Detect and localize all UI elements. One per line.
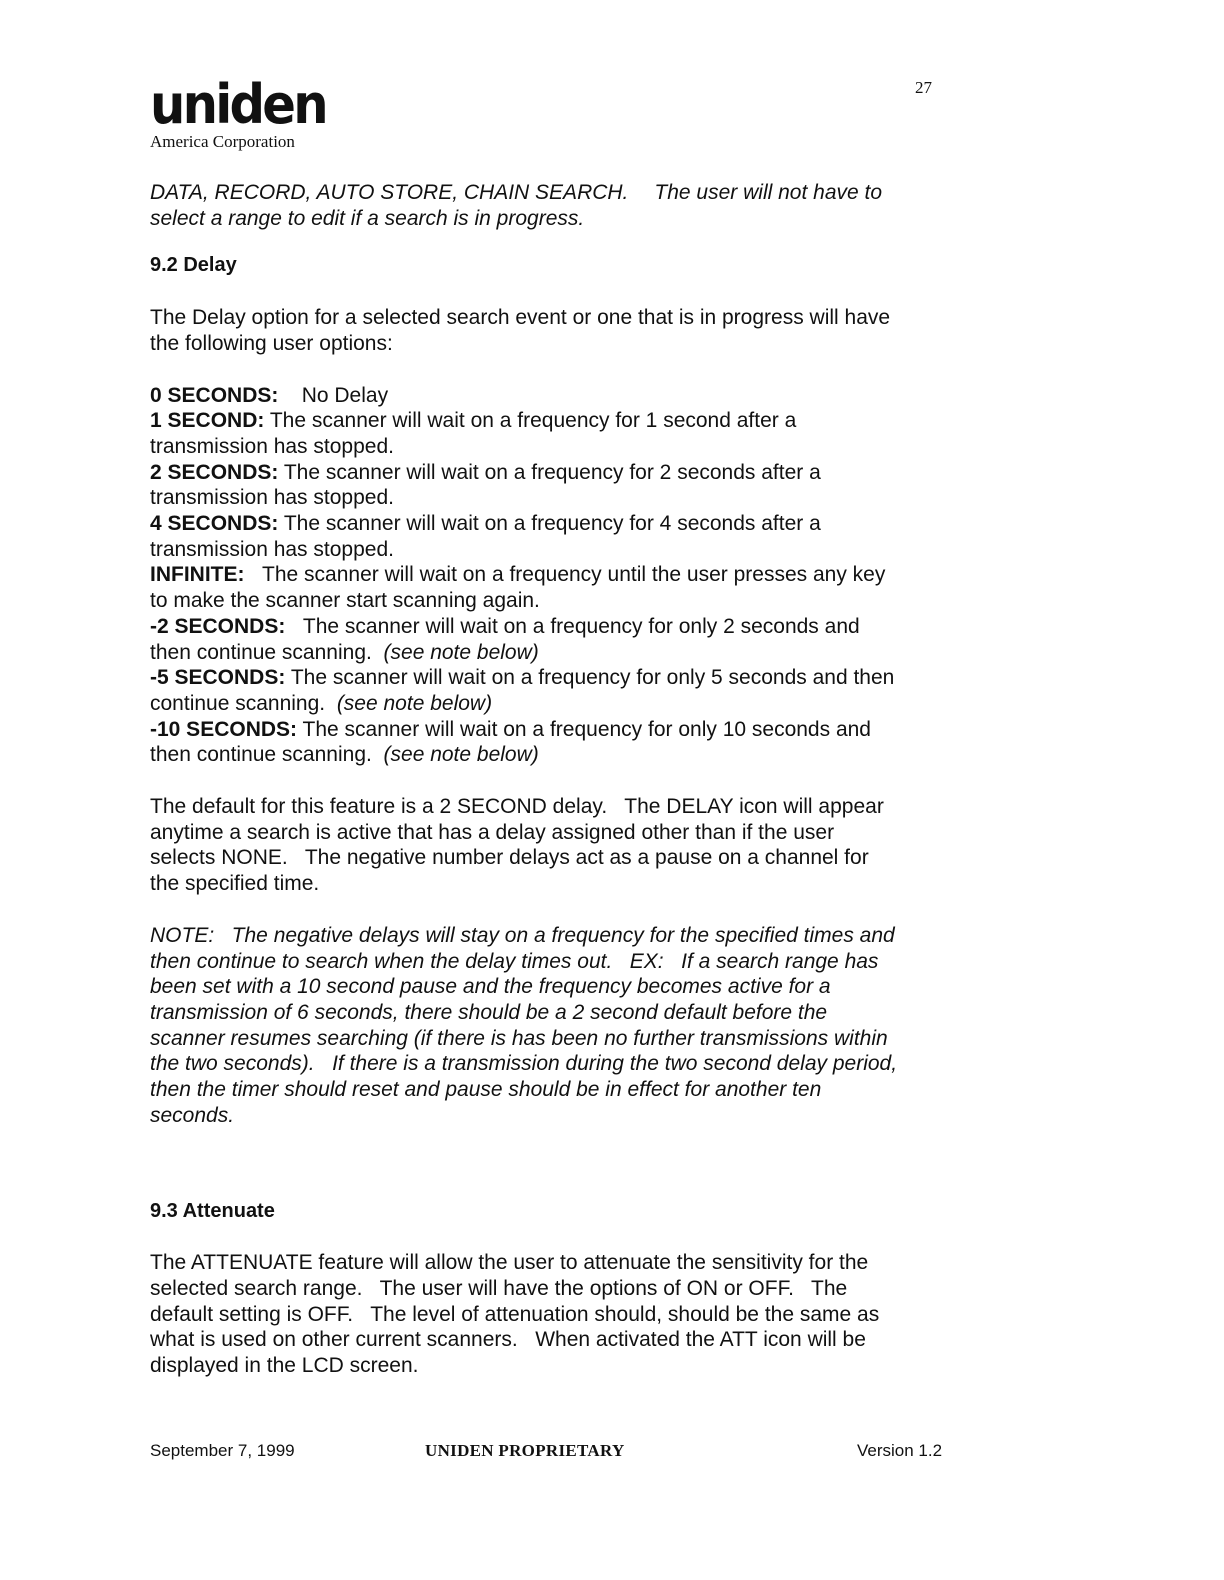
logo-subtitle: America Corporation (150, 132, 295, 151)
option-desc: No Delay (301, 383, 389, 407)
intro-text-c: select a range to edit if a search is in progress. (150, 206, 585, 230)
company-logo (150, 73, 341, 152)
footer-proprietary: UNIDEN PROPRIETARY (425, 1441, 625, 1460)
note-line: transmission of 6 seconds, there should be a 2 second default before the (150, 1000, 828, 1024)
option-desc: The scanner will wait on a frequency until the user presses any key (262, 563, 886, 587)
option-note: (see note below) (383, 743, 539, 767)
intro-text-a: DATA, RECORD, AUTO STORE, CHAIN SEARCH. (150, 181, 629, 204)
section-heading-attenuate: 9.3 Attenuate (150, 1199, 275, 1222)
paragraph-line: what is used on other current scanners. When activated the ATT icon will be (150, 1328, 866, 1352)
document-body (150, 180, 950, 1379)
delay-option (150, 408, 950, 459)
option-label: INFINITE: (150, 563, 245, 587)
footer-version: Version 1.2 (857, 1441, 943, 1460)
paragraph-line: selects NONE. The negative number delays act as a pause on a channel for (150, 846, 869, 870)
option-desc-cont: to make the scanner start scanning again. (150, 589, 540, 613)
option-label: -5 SECONDS: (150, 666, 286, 690)
note-line: NOTE: The negative delays will stay on a frequency for the specified times and (150, 923, 895, 947)
option-desc-cont: transmission has stopped. (150, 537, 394, 561)
note-line: then continue to search when the delay times out. EX: If a search range has (150, 949, 879, 973)
option-desc-cont: then continue scanning. (150, 640, 372, 664)
option-desc-cont: then continue scanning. (150, 743, 372, 767)
delay-option (150, 717, 950, 768)
option-label: 0 SECONDS: (150, 383, 279, 407)
option-label: 4 SECONDS: (150, 512, 279, 536)
delay-option (150, 511, 950, 562)
option-desc: The scanner will wait on a frequency for 2 seconds after a (283, 460, 821, 484)
footer-date: September 7, 1999 (150, 1441, 295, 1460)
paragraph-line: selected search range. The user will have the options of ON or OFF. The (150, 1276, 848, 1300)
delay-intro-paragraph (150, 305, 950, 356)
option-note: (see note below) (336, 691, 493, 715)
paragraph-line: displayed in the LCD screen. (150, 1354, 419, 1378)
option-desc-cont: continue scanning. (150, 691, 326, 715)
attenuate-paragraph (150, 1250, 950, 1379)
note-line: then the timer should reset and pause should be in effect for another ten (150, 1078, 822, 1102)
page-number: 27 (915, 78, 932, 97)
option-label: 2 SECONDS: (150, 460, 279, 484)
delay-default-paragraph (150, 794, 950, 897)
option-desc: The scanner will wait on a frequency for only 5 seconds and then (290, 666, 895, 690)
paragraph-line: anytime a search is active that has a delay assigned other than if the user (150, 820, 835, 844)
option-desc-cont: transmission has stopped. (150, 434, 394, 458)
delay-option (150, 665, 950, 716)
delay-intro-line: The Delay option for a selected search event or one that is in progress will have (150, 306, 891, 330)
intro-paragraph (150, 180, 950, 231)
option-desc: The scanner will wait on a frequency for 1 second after a (269, 409, 797, 433)
paragraph-line: the specified time. (150, 872, 320, 896)
note-line: seconds. (150, 1103, 235, 1127)
option-label: 1 SECOND: (150, 409, 265, 433)
option-label: -10 SECONDS: (150, 717, 298, 741)
page-footer (0, 1441, 1224, 1463)
option-note: (see note below) (383, 640, 539, 664)
note-line: scanner resumes searching (if there is has been no further transmissions within (150, 1026, 888, 1050)
delay-option (150, 383, 950, 409)
delay-option (150, 460, 950, 511)
delay-options-list (150, 383, 950, 769)
option-desc: The scanner will wait on a frequency for only 2 seconds and (302, 614, 860, 638)
section-heading-delay: 9.2 Delay (150, 254, 237, 277)
option-desc: The scanner will wait on a frequency for 4 seconds after a (283, 512, 821, 536)
delay-option (150, 562, 950, 613)
delay-option (150, 614, 950, 665)
note-line: been set with a 10 second pause and the frequency becomes active for a (150, 975, 831, 999)
delay-intro-line: the following user options: (150, 331, 393, 355)
paragraph-line: The ATTENUATE feature will allow the user to attenuate the sensitivity for the (150, 1251, 869, 1275)
option-desc: The scanner will wait on a frequency for only 10 seconds and (302, 717, 871, 741)
note-line: the two seconds). If there is a transmission during the two second delay period, (150, 1052, 898, 1076)
delay-note-paragraph (150, 923, 950, 1129)
option-label: -2 SECONDS: (150, 614, 286, 638)
logo-wordmark: uniden (150, 73, 326, 136)
intro-text-b: The user will not have to (654, 181, 883, 204)
paragraph-line: The default for this feature is a 2 SECOND delay. The DELAY icon will appear (150, 795, 884, 819)
option-desc-cont: transmission has stopped. (150, 486, 394, 510)
paragraph-line: default setting is OFF. The level of attenuation should, should be the same as (150, 1302, 880, 1326)
